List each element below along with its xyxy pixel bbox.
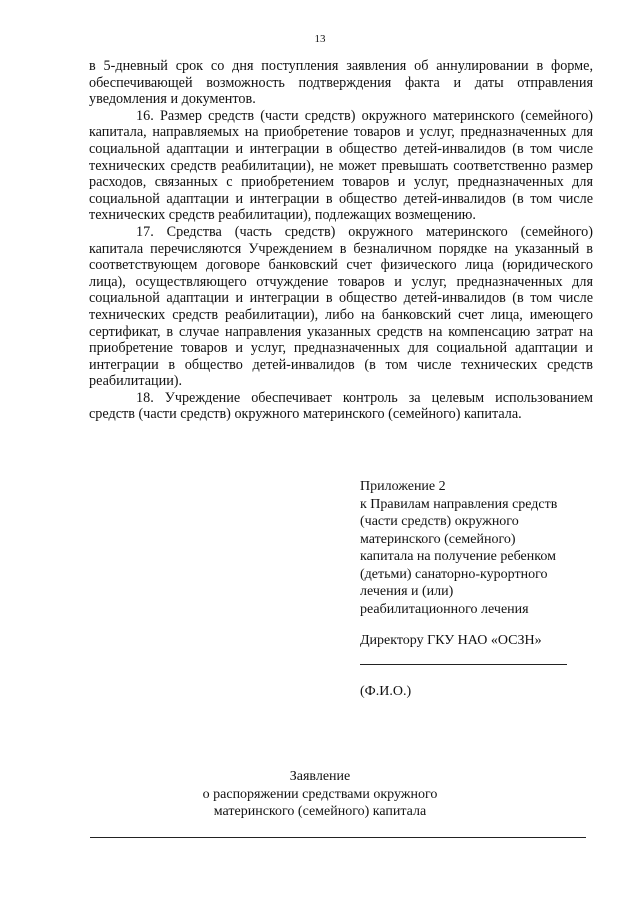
appendix-line: реабилитационного лечения: [360, 601, 529, 617]
addressee: Директору ГКУ НАО «ОСЗН»: [360, 633, 542, 648]
appendix-header: [360, 478, 600, 618]
name-blank-line: [360, 664, 567, 665]
appendix-line: к Правилам направления средств: [360, 496, 558, 512]
statement-subtitle-line: о распоряжении средствами окружного: [202, 786, 438, 802]
statement-subtitle-line: материнского (семейного) капитала: [213, 804, 427, 819]
body-text: [89, 58, 593, 423]
paragraph-18: 18. Учреждение обеспечивает контроль за целевым использованием средств (части средств) окружного материнского (семейного) капитала.: [89, 389, 593, 423]
appendix-line: материнского (семейного): [360, 531, 516, 547]
statement-title: Заявление: [289, 769, 351, 784]
appendix-line: лечения и (или): [360, 584, 454, 599]
appendix-line: капитала на получение ребенком: [360, 549, 556, 564]
paragraph-16: 16. Размер средств (части средств) окружного материнского (семейного) капитала, направляемых на приобретение товаров и услуг, предназначенных для социальной адаптации и интеграции в общество детей-инвалидов (в том числе технических средств реабилитации), не может превышать соответственно размер расходов, связанных с приобретением товаров и услуг, предназначенных для социальной адаптации и интеграции в общество детей-инвалидов (в том числе технических средств реабилитации), подлежащих возмещению.: [89, 107, 593, 224]
statement-title-block: [0, 768, 640, 821]
appendix-line: (детьми) санаторно-курортного: [360, 566, 548, 582]
paragraph-17: 17. Средства (часть средств) окружного материнского (семейного) капитала перечисляются Учреждением в безналичном порядке на указанный в соответствующем договоре банковский счет физического лица (юридического лица), осуществляющего отчуждение товаров и услуг, предназначенных для социальной адаптации и интеграции в общество детей-инвалидов (в том числе технических средств реабилитации), либо на банковский счет лица, имеющего сертификат, в случае направления указанных средств на компенсацию затрат на приобретение товаров и услуг, предназначенных для социальной адаптации и интеграции в общество детей-инвалидов (в том числе технических средств реабилитации).: [89, 223, 593, 390]
fio-label: (Ф.И.О.): [360, 684, 412, 699]
page-number: 13: [314, 33, 326, 45]
appendix-line: Приложение 2: [360, 479, 446, 494]
paragraph-continuation: в 5-дневный срок со дня поступления заявления об аннулировании в форме, обеспечивающей возможность подтверждения факта и даты отправления уведомления и документов.: [89, 58, 593, 108]
appendix-line: (части средств) окружного: [360, 514, 519, 529]
bottom-rule: [90, 837, 586, 838]
